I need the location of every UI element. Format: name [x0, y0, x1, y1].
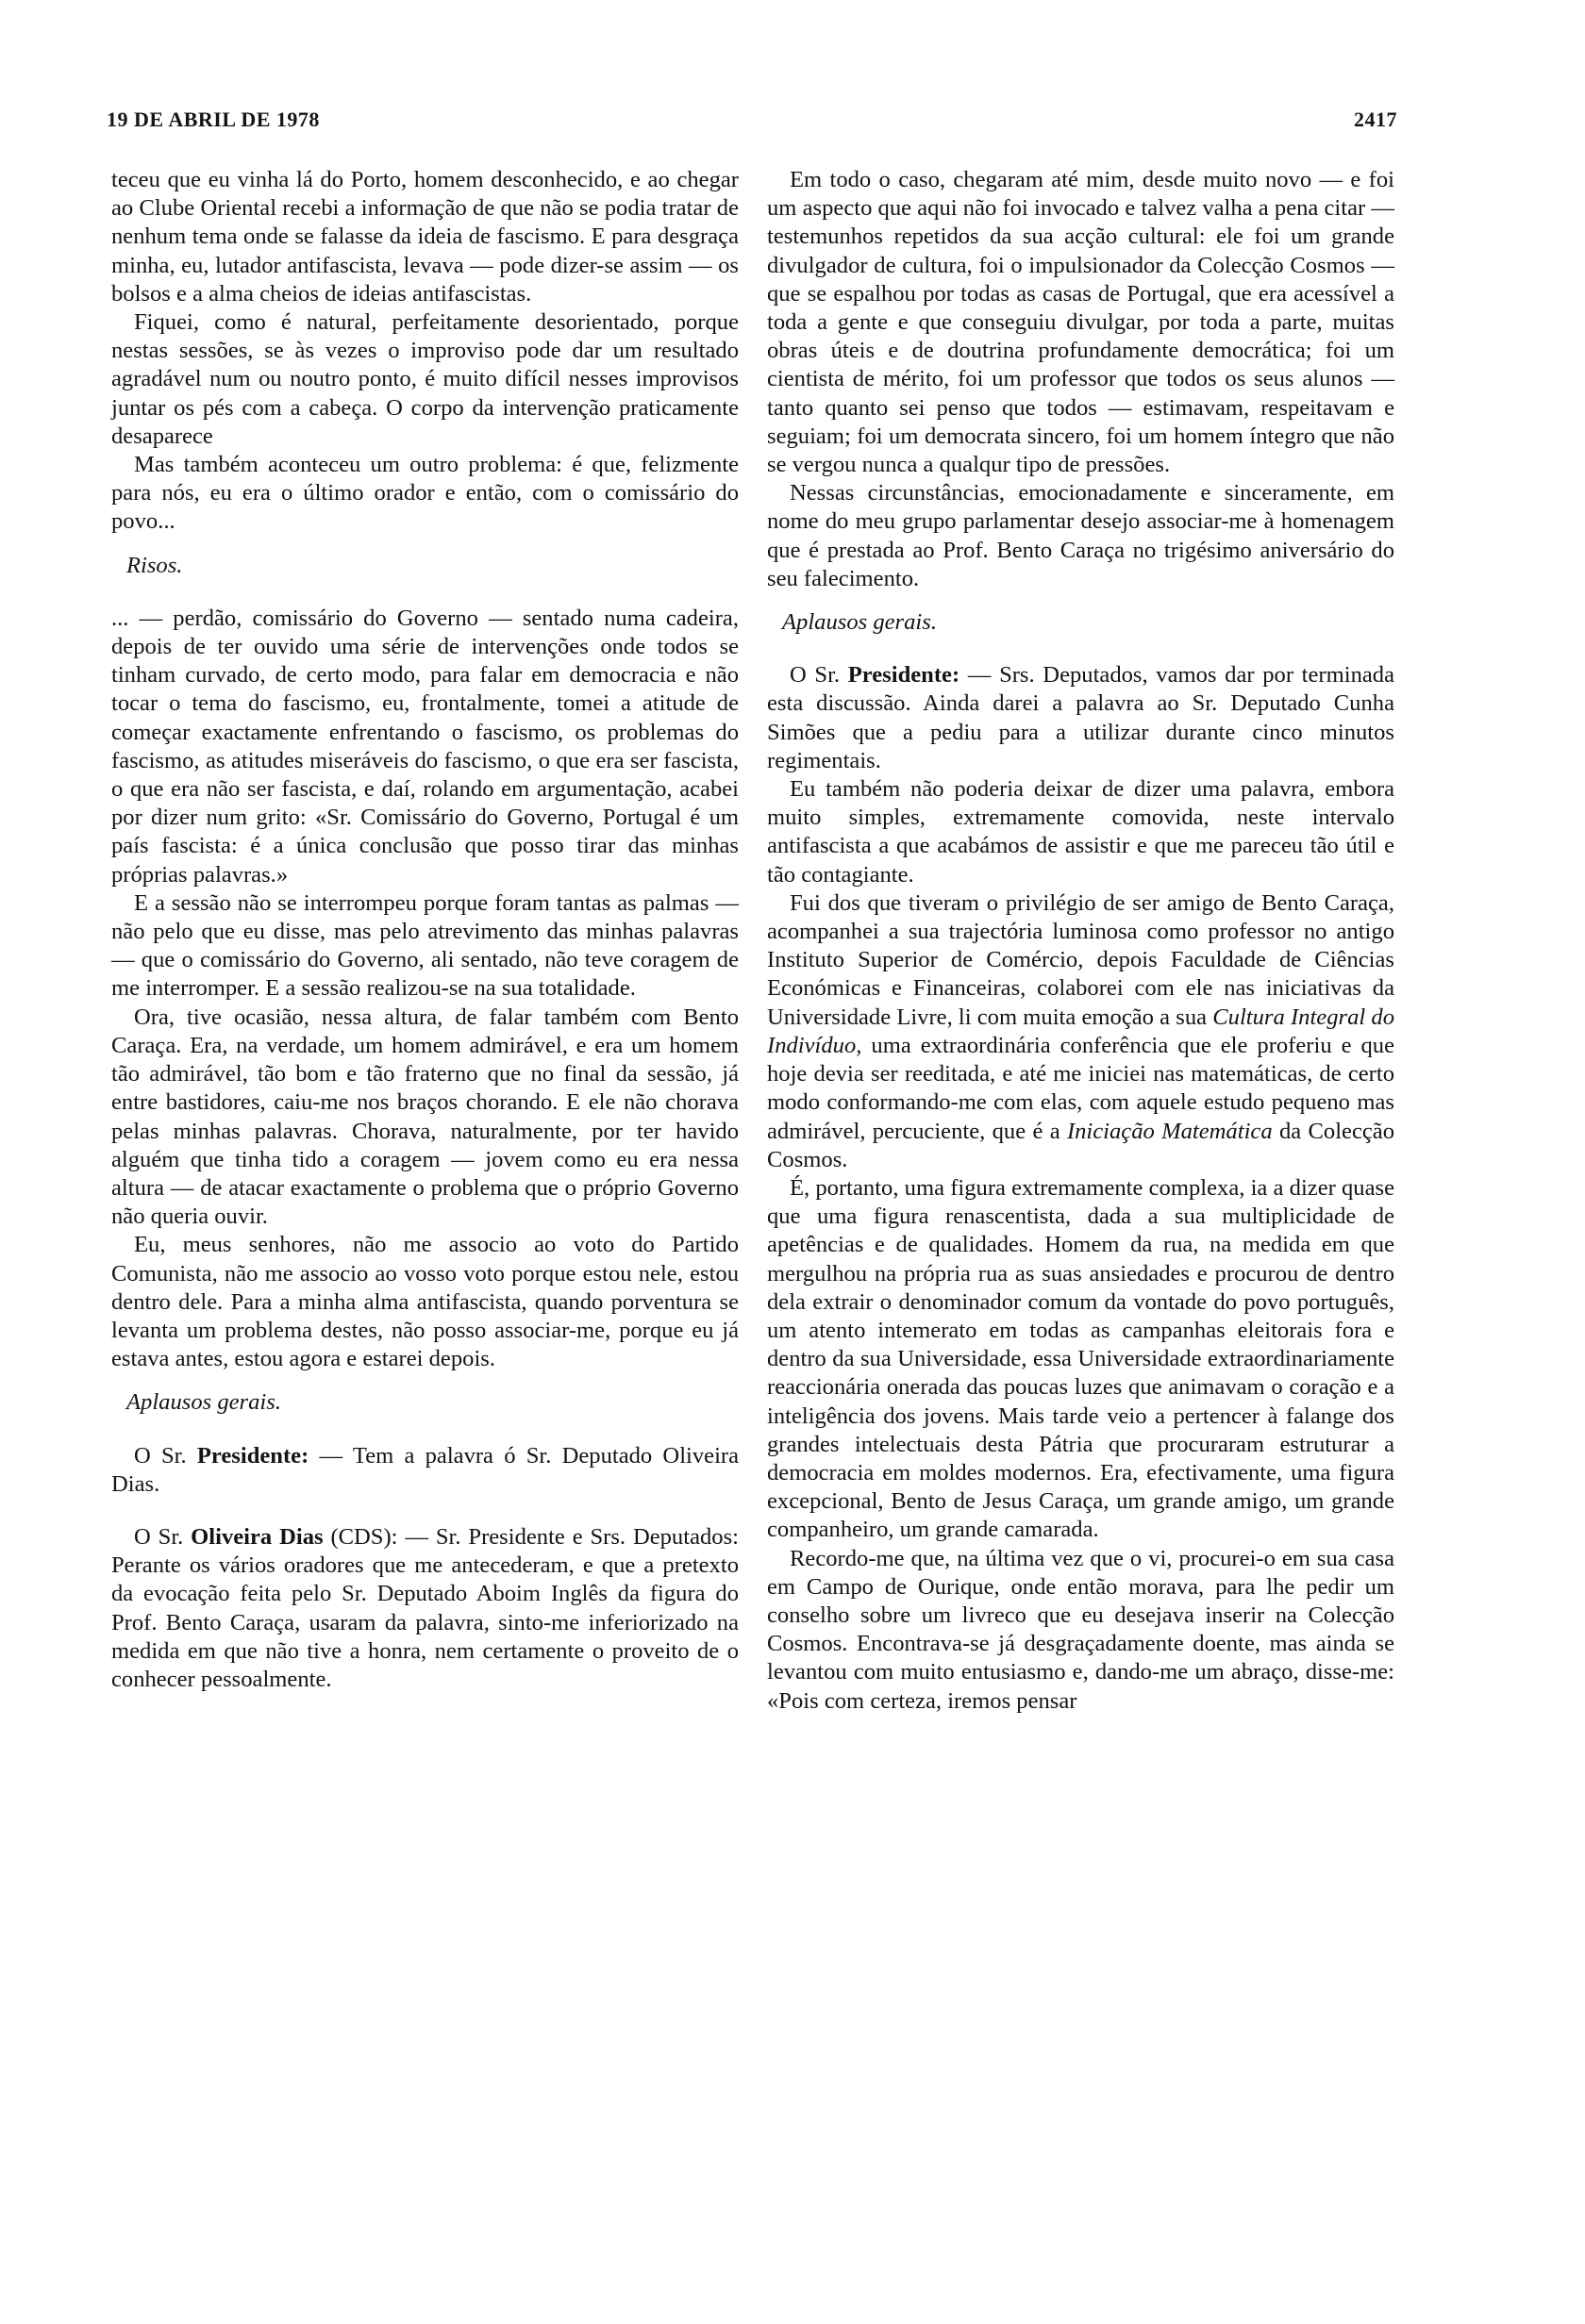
header-date: 19 DE ABRIL DE 1978 [107, 108, 320, 131]
paragraph: Recordo-me que, na última vez que o vi, procurei-o em sua casa em Campo de Ourique, onde então morava, para lhe pedir um conselho sobre um livreco que eu desejava inserir na Colecção Cosmos. Encontrava-se já desgraçadamente doente, mas ainda se levantou com muito entusiasmo e, dando-me um abraço, disse-me: «Pois com certeza, iremos pensar [767, 1545, 1394, 1714]
speech-paragraph [111, 1442, 739, 1499]
left-column [111, 166, 739, 1694]
paragraph: Eu também não poderia deixar de dizer uma palavra, embora muito simples, extremamente comovida, neste intervalo antifascista a que acabámos de assistir e que me pareceu tão útil e tão contagiante. [767, 776, 1394, 888]
speech-prefix: O Sr. [134, 1442, 187, 1469]
speech-paragraph [767, 661, 1394, 775]
paragraph: Mas também aconteceu um outro problema: é que, felizmente para nós, eu era o último orador e então, com o comissário do povo... [111, 452, 739, 535]
running-head [107, 108, 1397, 136]
speaker-name: Presidente: [847, 662, 960, 689]
paragraph: Fiquei, como é natural, perfeitamente desorientado, porque nestas sessões, se às vezes o improviso pode dar um resultado agradável num ou noutro ponto, é muito difícil nesses improvisos juntar os pés com a cabeça. O corpo da intervenção praticamente desaparece [111, 309, 739, 449]
paragraph: Eu, meus senhores, não me associo ao voto do Partido Comunista, não me associo ao vosso voto porque estou nele, estou dentro dele. Para a minha alma antifascista, quando porventura se levanta um problema destes, não posso associar-me, porque eu já estava antes, estou agora e estarei depois. [111, 1232, 739, 1372]
work-title: Iniciação Matemática [1066, 1118, 1273, 1144]
right-column [767, 166, 1394, 1716]
paragraph: Nessas circunstâncias, emocionadamente e sinceramente, em nome do meu grupo parlamentar desejo associar-me à homenagem que é prestada ao Prof. Bento Caraça no trigésimo aniversário do seu falecimento. [767, 480, 1394, 591]
stage-direction: Risos. [126, 552, 183, 578]
work-title: Cultura Integral do Indivíduo, [767, 1004, 1395, 1058]
paragraph: É, portanto, uma figura extremamente complexa, ia a dizer quase que uma figura renascentista, dada a sua multiplicidade de apetências e de qualidades. Homem da rua, na medida em que mergulhou na própria rua as suas ansiedades e procurou de dentro dela extrair o denominador comum da vontade do povo português, um atento intemerato em todas as campanhas eleitorais fora e dentro da sua Universidade, essa Universidade extraordinariamente reaccionária onerada das poucas luzes que animavam o coração e a inteligência dos jovens. Mais tarde veio a pertencer à falange dos grandes intelectuais desta Pátria que procuraram estruturar a democracia em moldes modernos. Era, efectivamente, uma figura excepcional, Bento de Jesus Caraça, um grande amigo, um grande companheiro, um grande camarada. [767, 1174, 1394, 1543]
speech-prefix: O Sr. [134, 1523, 184, 1550]
speaker-name: Oliveira Dias [191, 1523, 324, 1550]
paragraph: teceu que eu vinha lá do Porto, homem desconhecido, e ao chegar ao Clube Oriental recebi a informação de que não se podia tratar de nenhum tema onde se falasse da ideia de fascismo. E para desgraça minha, eu, lutador antifascista, levava — pode dizer-se assim — os bolsos e a alma cheios de ideias antifascistas. [111, 167, 739, 307]
paragraph-text: Fui dos que tiveram o privilégio de ser amigo de Bento Caraça, acompanhei a sua trajectória luminosa como professor no antigo Instituto Superior de Comércio, depois Faculdade de Ciências Económicas e Financeiras, colaborei com ele nas iniciativas da Universidade Livre, li com muita emoção a sua [767, 889, 1394, 1030]
speech-paragraph [111, 1523, 739, 1694]
stage-direction: Aplausos gerais. [782, 609, 937, 636]
paragraph: E a sessão não se interrompeu porque foram tantas as palmas — não pelo que eu disse, mas pelo atrevimento das minhas palavras — que o comissário do Governo, ali sentado, não teve coragem de me interromper. E a sessão realizou-se na sua totalidade. [111, 889, 739, 1002]
speech-prefix: O Sr. [790, 662, 841, 689]
speaker-name: Presidente: [196, 1442, 309, 1469]
paragraph: Ora, tive ocasião, nessa altura, de falar também com Bento Caraça. Era, na verdade, um homem admirável, e era um homem tão admirável, tão bom e tão fraterno que no final da sessão, já entre bastidores, caiu-me nos braços chorando. E ele não chorava pelas minhas palavras. Chorava, naturalmente, por ter havido alguém que tinha tido a coragem — jovem como eu era nessa altura — de atacar exactamente o problema que o próprio Governo não queria ouvir. [111, 1004, 739, 1230]
paragraph [767, 889, 1394, 1174]
speech-text: — Tem a palavra ó Sr. Deputado Oliveira Dias. [111, 1442, 740, 1497]
paragraph-text: uma extraordinária conferência que ele proferiu e que hoje devia ser reeditada, e até me iniciei nas matemáticas, de certo modo conformando-me com elas, com aquele estudo pequeno mas admirável, percuciente, que é a [767, 1032, 1394, 1144]
speech-text: (CDS): — Sr. Presidente e Srs. Deputados: Perante os vários oradores que me antecederam, e que a pretexto da evocação feita pelo Sr. Deputado Aboim Inglês da figura do Prof. Bento Caraça, usaram da palavra, sinto-me inferiorizado na medida em que não tive a honra, nem certamente o proveito de o conhecer pessoalmente. [111, 1523, 739, 1692]
page-number: 2417 [1354, 108, 1397, 131]
speech-text: — Srs. Deputados, vamos dar por terminada esta discussão. Ainda darei a palavra ao Sr. Deputado Cunha Simões que a pediu para a utilizar durante cinco minutos regimentais. [767, 662, 1394, 773]
paragraph-text: da Colecção Cosmos. [767, 1118, 1394, 1172]
stage-direction: Aplausos gerais. [126, 1389, 281, 1416]
paragraph: ... — perdão, comissário do Governo — sentado numa cadeira, depois de ter ouvido uma série de intervenções onde todos se tinham curvado, de certo modo, para falar em democracia e não tocar o tema do fascismo, eu, frontalmente, tomei a atitude de começar exactamente enfrentando o fascismo, os problemas do fascismo, as atitudes miseráveis do fascismo, o que era ser fascista, o que era não ser fascista, e daí, rolando em argumentação, acabei por dizer num grito: «Sr. Comissário do Governo, Portugal é um país fascista: é a única conclusão que posso tirar das minhas próprias palavras.» [111, 605, 739, 888]
paragraph: Em todo o caso, chegaram até mim, desde muito novo — e foi um aspecto que aqui não foi invocado e talvez valha a pena citar — testemunhos repetidos da sua acção cultural: ele foi um grande divulgador de cultura, foi o impulsionador da Colecção Cosmos — que se espalhou por todas as casas de Portugal, que era acessível a toda a gente e que conseguiu divulgar, por toda a parte, muitas obras úteis e de doutrina profundamente democrática; foi um cientista de mérito, foi um professor que todos os seus alunos — tanto quanto sei penso que todos — estimavam, respeitavam e seguiam; foi um democrata sincero, foi um homem íntegro que não se vergou nunca a qualqur tipo de pressões. [767, 167, 1394, 478]
